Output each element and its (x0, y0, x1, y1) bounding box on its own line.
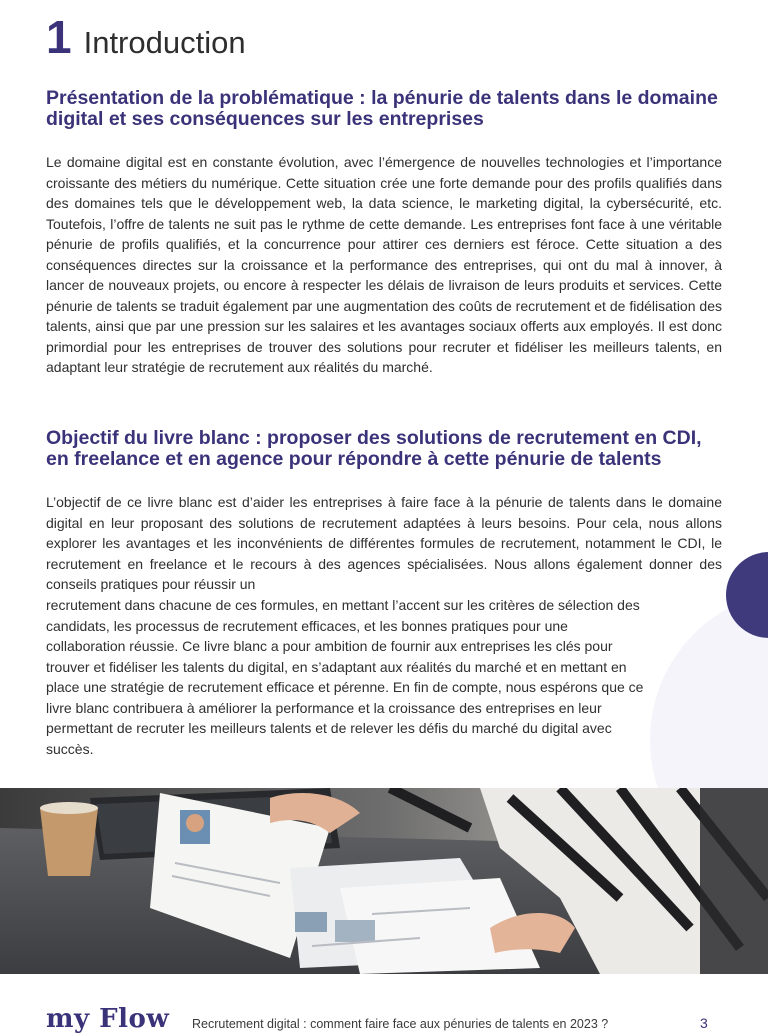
chapter-title: Introduction (83, 25, 246, 60)
section-heading-problem: Présentation de la problématique : la pénurie de talents dans le domaine digital et ses conséquences sur les entreprises (46, 87, 718, 130)
myflow-logo: my Flow (46, 1004, 170, 1034)
chapter-number: 1 (46, 11, 72, 63)
page-footer (0, 1000, 768, 1036)
office-photo (0, 788, 768, 974)
section-body-objective-part2: recrutement dans chacune de ces formules, en mettant l’accent sur les critères de sélection des candidats, les processus de recrutement efficaces, et les bonnes pratiques pour une collaboration réussie. Ce livre blanc a pour ambition de fournir aux entreprises les clés pour trouver et fidéliser les talents du digital, en s’adaptant aux réalités du marché et en mettant en place une stratégie de recrutement efficace et pérenne. En fin de compte, nous espérons que ce livre blanc contribuera à améliorer la performance et la croissance des entreprises en leur permettant de recruter les meilleurs talents et de relever les défis du marché du digital avec succès. (46, 597, 644, 757)
section-body-problem: Le domaine digital est en constante évolution, avec l’émergence de nouvelles technologies et l’importance croissante des métiers du numérique. Cette situation crée une forte demande pour des profils qualifiés dans des domaines tels que le développement web, la data science, le marketing digital, la cybersécurité, etc. Toutefois, l’offre de talents ne suit pas le rythme de cette demande. Les entreprises font face à une véritable pénurie de profils qualifiés, et la concurrence pour attirer ces derniers est féroce. Cette situation a des conséquences directes sur la croissance et la performance des entreprises, qui ont du mal à innover, à lancer de nouveaux projets, ou encore à respecter les délais de livraison de leurs produits et services. Cette pénurie de talents se traduit également par une augmentation des coûts de recrutement et de fidélisation des talents, ainsi que par une pression sur les salaires et les avantages sociaux offerts aux employés. Il est donc primordial pour les entreprises de trouver des solutions pour recruter et fidéliser les meilleurs talents, en adaptant leur stratégie de recrutement aux réalités du marché. (46, 154, 722, 375)
section-body-objective-part1: L’objectif de ce livre blanc est d’aider les entreprises à faire face à la pénurie de talents dans le domaine digital en leur proposant des solutions de recrutement adaptées à leurs besoins. Pour cela, nous allons explorer les avantages et les inconvénients de différentes formules de recrutement, notamment le CDI, le recrutement en freelance et le recours à des agences spécialisées. Nous allons également donner des conseils pratiques pour réussir un (46, 494, 722, 592)
section-heading-objective: Objectif du livre blanc : proposer des solutions de recrutement en CDI, en freelance et en agence pour répondre à cette pénurie de talents (46, 427, 702, 470)
chapter-header (46, 11, 246, 63)
footer-title: Recrutement digital : comment faire face aux pénuries de talents en 2023 ? (192, 1017, 609, 1031)
page-number: 3 (700, 1015, 708, 1031)
